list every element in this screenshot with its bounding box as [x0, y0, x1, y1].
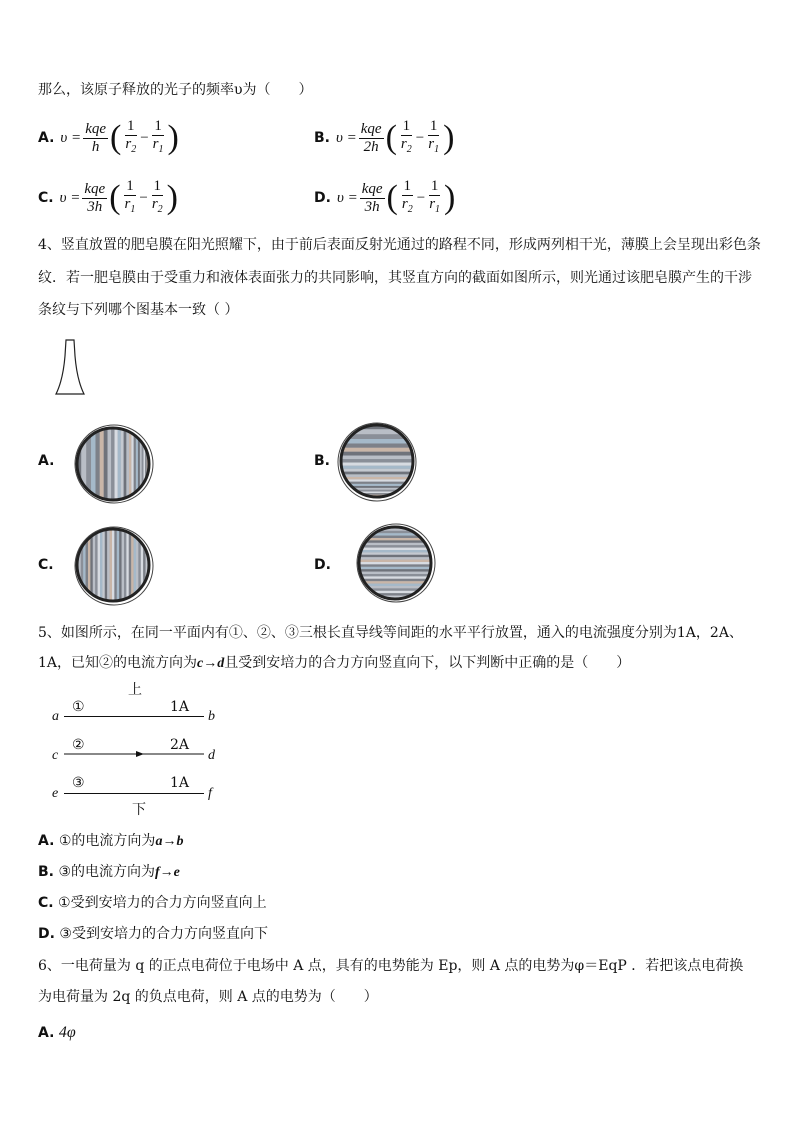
wire-3 [64, 793, 204, 794]
wire-diagram [48, 680, 228, 820]
wire-3-left: e [52, 786, 59, 801]
wire-1-right: b [208, 709, 215, 724]
wire-1-num: ① [72, 699, 85, 715]
q4-line-2: 纹．若一肥皂膜由于受重力和液体表面张力的共同影响，其竖直方向的截面如图所示，则光通过该肥皂膜产生的干涉 [38, 270, 752, 286]
q4-option-c-label: C. [38, 557, 54, 573]
wire-2-left: c [52, 748, 59, 763]
q4-option-a-label: A. [38, 453, 55, 469]
q5-option-b: B. ③的电流方向为f→e [38, 864, 180, 880]
wire-2-right: d [208, 748, 215, 763]
wire-1 [64, 716, 204, 717]
q4-line-1: 4、竖直放置的肥皂膜在阳光照耀下，由于前后表面反射光通过的路程不同，形成两列相干光，薄膜上会呈现出彩色条 [38, 237, 761, 253]
wire-2-num: ② [72, 737, 85, 753]
wire-2-current: 2A [170, 737, 190, 753]
soap-film-section-figure [50, 336, 90, 398]
wire-3-right: f [208, 786, 212, 801]
q5-option-d: D. ③受到安培力的合力方向竖直向下 [38, 926, 268, 942]
q5-direction-cd: c→d [197, 656, 225, 671]
interference-disk-c [72, 524, 156, 608]
q5-option-c: C. ①受到安培力的合力方向竖直向上 [38, 895, 267, 911]
wire-2-arrow-icon [136, 751, 144, 757]
q5-line-2-post: 且受到安培力的合力方向竖直向下，以下判断中正确的是（ ） [224, 655, 631, 671]
q5-line-2 [38, 655, 630, 672]
interference-disk-d [354, 522, 438, 606]
label-up: 上 [128, 682, 142, 698]
q4-option-d-label: D. [314, 557, 331, 573]
label-down: 下 [132, 802, 146, 818]
q5-option-a: A. ①的电流方向为a→b [38, 833, 184, 849]
q3-option-a: A. υ = $\frac{\text{kqe}}{h}$ ( $\frac{1}{r_2}$ − $\frac{1}{r_1}$ ) [38, 118, 179, 156]
q3-option-c: C. υ = $\frac{\text{kqe}}{3h}$ ( $\frac{1}{r_1}$ − $\frac{1}{r_2}$ ) [38, 178, 178, 216]
q3-option-d: D. υ = $\frac{\text{kqe}}{3h}$ ( $\frac{1}{r_2}$ − $\frac{1}{r_1}$ ) [314, 178, 456, 216]
wire-3-num: ③ [72, 775, 85, 791]
q4-line-3: 条纹与下列哪个图基本一致（ ） [38, 302, 239, 318]
q6-line-2: 为电荷量为 2q 的负点电荷，则 A 点的电势为（ ） [38, 989, 378, 1005]
interference-disk-a [72, 423, 156, 507]
q3-option-b: B. υ = $\frac{\text{kqe}}{2h}$ ( $\frac{1}{r_2}$ − $\frac{1}{r_1}$ ) [314, 118, 455, 156]
q4-option-b-label: B. [314, 453, 330, 469]
q6-option-a: A. 4φ [38, 1024, 76, 1041]
q5-line-2-pre: 1A，已知②的电流方向为 [38, 655, 198, 671]
interference-disk-b [336, 420, 420, 504]
q3-tail-text: 那么，该原子释放的光子的频率υ为（ ） [38, 82, 313, 98]
wire-3-current: 1A [170, 775, 190, 791]
wire-1-current: 1A [170, 699, 190, 715]
q6-line-1: 6、一电荷量为 q 的正点电荷位于电场中 A 点，具有的电势能为 Ep，则 A 点的电势为φ＝EqP ．若把该点电荷换 [38, 958, 744, 974]
q5-line-1: 5、如图所示，在同一平面内有①、②、③三根长直导线等间距的水平平行放置，通入的电流强度分别为1A，2A、 [38, 625, 743, 641]
wire-1-left: a [52, 709, 59, 724]
wire-2 [64, 750, 206, 758]
